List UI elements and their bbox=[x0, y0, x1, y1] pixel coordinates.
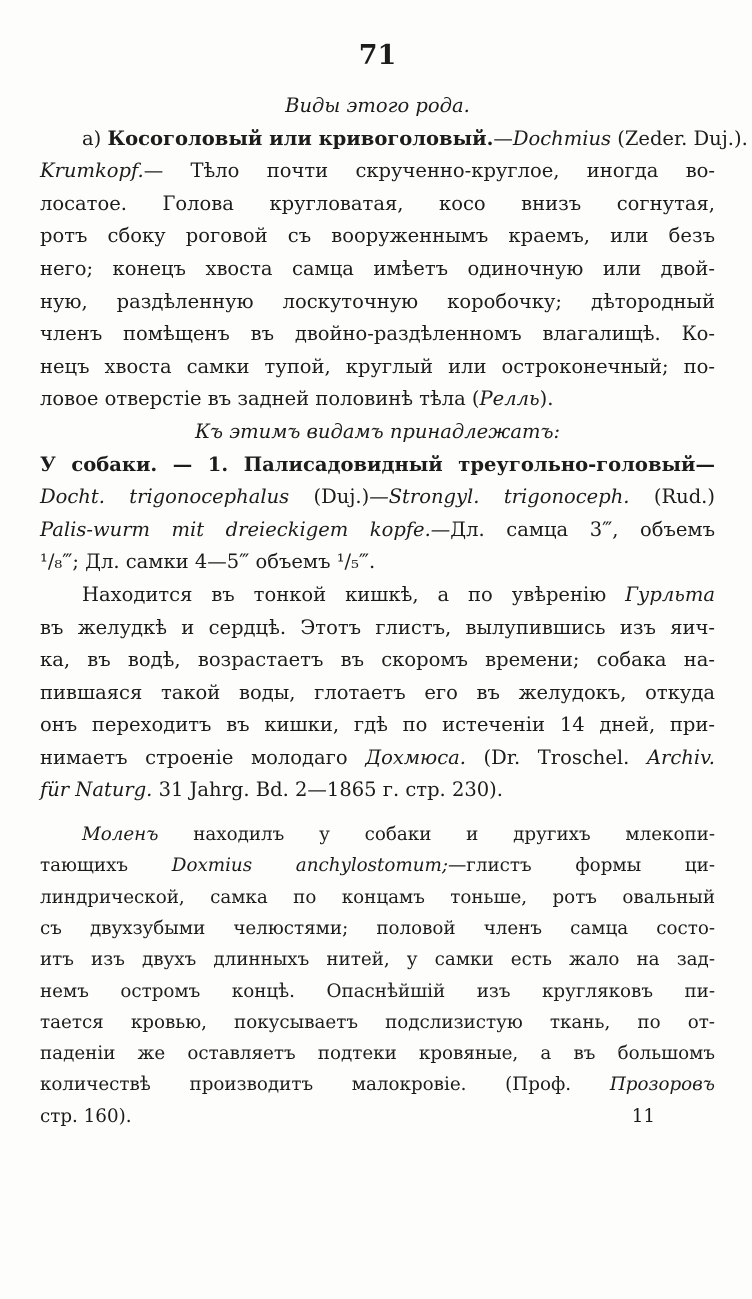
text-line: него; конецъ хвоста самца имѣетъ одиночную или двой- bbox=[40, 256, 715, 280]
author-name: Моленъ bbox=[82, 824, 159, 846]
latin-name: Doxmius anchylostomum; bbox=[171, 855, 449, 877]
text-line bbox=[40, 1101, 715, 1132]
text-line: ную, раздѣленную лоскуточную коробочку; дѣтородный bbox=[40, 289, 715, 313]
section-heading bbox=[40, 90, 715, 123]
text-line: нецъ хвоста самки тупой, круглый или остроконечный; по- bbox=[40, 354, 715, 378]
text: а) bbox=[82, 126, 108, 150]
text-line: пившаяся такой воды, глотаетъ его въ желудокъ, откуда bbox=[40, 680, 715, 704]
subheading-text: Къ этимъ видамъ принадлежатъ: bbox=[194, 419, 561, 443]
text-line bbox=[40, 579, 715, 612]
text-line: немъ остромъ концѣ. Опаснѣйшій изъ кругляковъ пи- bbox=[40, 980, 715, 1002]
text-line: линдрической, самка по концамъ тоньше, ротъ овальный bbox=[40, 886, 715, 908]
text-line: паденіи же оставляетъ подтеки кровяные, а въ большомъ bbox=[40, 1043, 715, 1065]
text-line bbox=[40, 123, 748, 156]
text-line: членъ помѣщенъ въ двойно-раздѣленномъ влагалищѣ. Ко- bbox=[40, 322, 715, 346]
text-line: въ желудкѣ и сердцѣ. Этотъ глистъ, вылупившись изъ яич- bbox=[40, 615, 715, 639]
subheading bbox=[40, 416, 715, 449]
text: находилъ у собаки и другихъ млекопи- bbox=[158, 824, 715, 846]
text-line bbox=[40, 514, 715, 547]
latin-name: Strongyl. trigonoceph. bbox=[388, 485, 630, 509]
text: нимаетъ строеніе молодаго bbox=[40, 745, 366, 769]
species-name: Палисадовидный треугольно-головый— bbox=[243, 452, 715, 476]
journal-name: Archiv. bbox=[646, 745, 715, 769]
text: — bbox=[493, 126, 513, 150]
german-name: Krumkopf. bbox=[40, 159, 144, 183]
species-name: Косоголовый или кривоголовый. bbox=[107, 126, 494, 150]
text: —глистъ формы ци- bbox=[448, 855, 715, 877]
text: тающихъ bbox=[40, 855, 172, 877]
text-line: онъ переходитъ въ кишки, гдѣ по истеченіи 14 дней, при- bbox=[40, 713, 715, 737]
author-name: Релль bbox=[479, 387, 540, 411]
heading-text: Виды этого рода. bbox=[285, 94, 470, 117]
journal-name: für Naturg. bbox=[40, 778, 153, 802]
text: —Дл. самца 3‴, объемъ bbox=[430, 517, 715, 541]
text-line bbox=[40, 1069, 715, 1100]
text-line: тается кровью, покусываетъ подслизистую ткань, по от- bbox=[40, 1011, 715, 1033]
author-name: Гурльта bbox=[625, 582, 715, 606]
text-line bbox=[40, 383, 715, 416]
text-line: итъ изъ двухъ длинныхъ нитей, у самки есть жало на зад- bbox=[40, 949, 715, 971]
text: ). bbox=[539, 387, 554, 411]
text-line bbox=[40, 449, 715, 482]
note-block bbox=[40, 819, 715, 1132]
text: Находится въ тонкой кишкѣ, а по увѣренію bbox=[82, 582, 626, 606]
text-line: ротъ сбоку роговой съ вооруженнымъ краемъ, или безъ bbox=[40, 224, 715, 248]
text: стр. 160). bbox=[40, 1105, 132, 1127]
german-name: Palis-wurm mit dreieckigem kopfe. bbox=[40, 517, 431, 541]
signature-mark: 11 bbox=[631, 1105, 655, 1127]
text-line: лосатое. Голова кругловатая, косо внизъ согнутая, bbox=[40, 191, 715, 215]
text-line bbox=[40, 774, 715, 807]
text: количествѣ производитъ малокровіе. (Проф. bbox=[40, 1074, 610, 1096]
latin-name: Dochmius bbox=[512, 126, 612, 150]
text: (Dr. Troschel. bbox=[465, 745, 647, 769]
text-line bbox=[40, 742, 715, 775]
genus-name: Дохмюса. bbox=[365, 745, 466, 769]
page-number: 71 bbox=[358, 40, 397, 71]
text-line bbox=[40, 850, 715, 881]
text-line: ¹/₈‴; Дл. самки 4—5‴ объемъ ¹/₅‴. bbox=[40, 550, 376, 574]
text: 31 Jahrg. Bd. 2—1865 г. стр. 230). bbox=[152, 778, 503, 802]
text-line bbox=[40, 481, 715, 514]
text-line: съ двухзубыми челюстями; половой членъ самца состо- bbox=[40, 917, 715, 939]
text-line: ка, въ водѣ, возрастаетъ въ скоромъ времени; собака на- bbox=[40, 648, 715, 672]
text: (Zeder. Duj.). bbox=[611, 126, 748, 150]
book-page bbox=[40, 40, 748, 1132]
text: — Тѣло почти скрученно-круглое, иногда во- bbox=[143, 159, 715, 183]
text-line bbox=[40, 819, 715, 850]
text: У собаки. — 1. bbox=[40, 452, 244, 476]
text: ловое отверстіе въ задней половинѣ тѣла ( bbox=[40, 387, 480, 411]
text: (Rud.) bbox=[629, 485, 715, 509]
text: (Duj.)— bbox=[289, 485, 389, 509]
text-line bbox=[40, 155, 715, 188]
author-name: Прозоровъ bbox=[609, 1074, 715, 1096]
latin-name: Docht. trigonocephalus bbox=[40, 485, 290, 509]
